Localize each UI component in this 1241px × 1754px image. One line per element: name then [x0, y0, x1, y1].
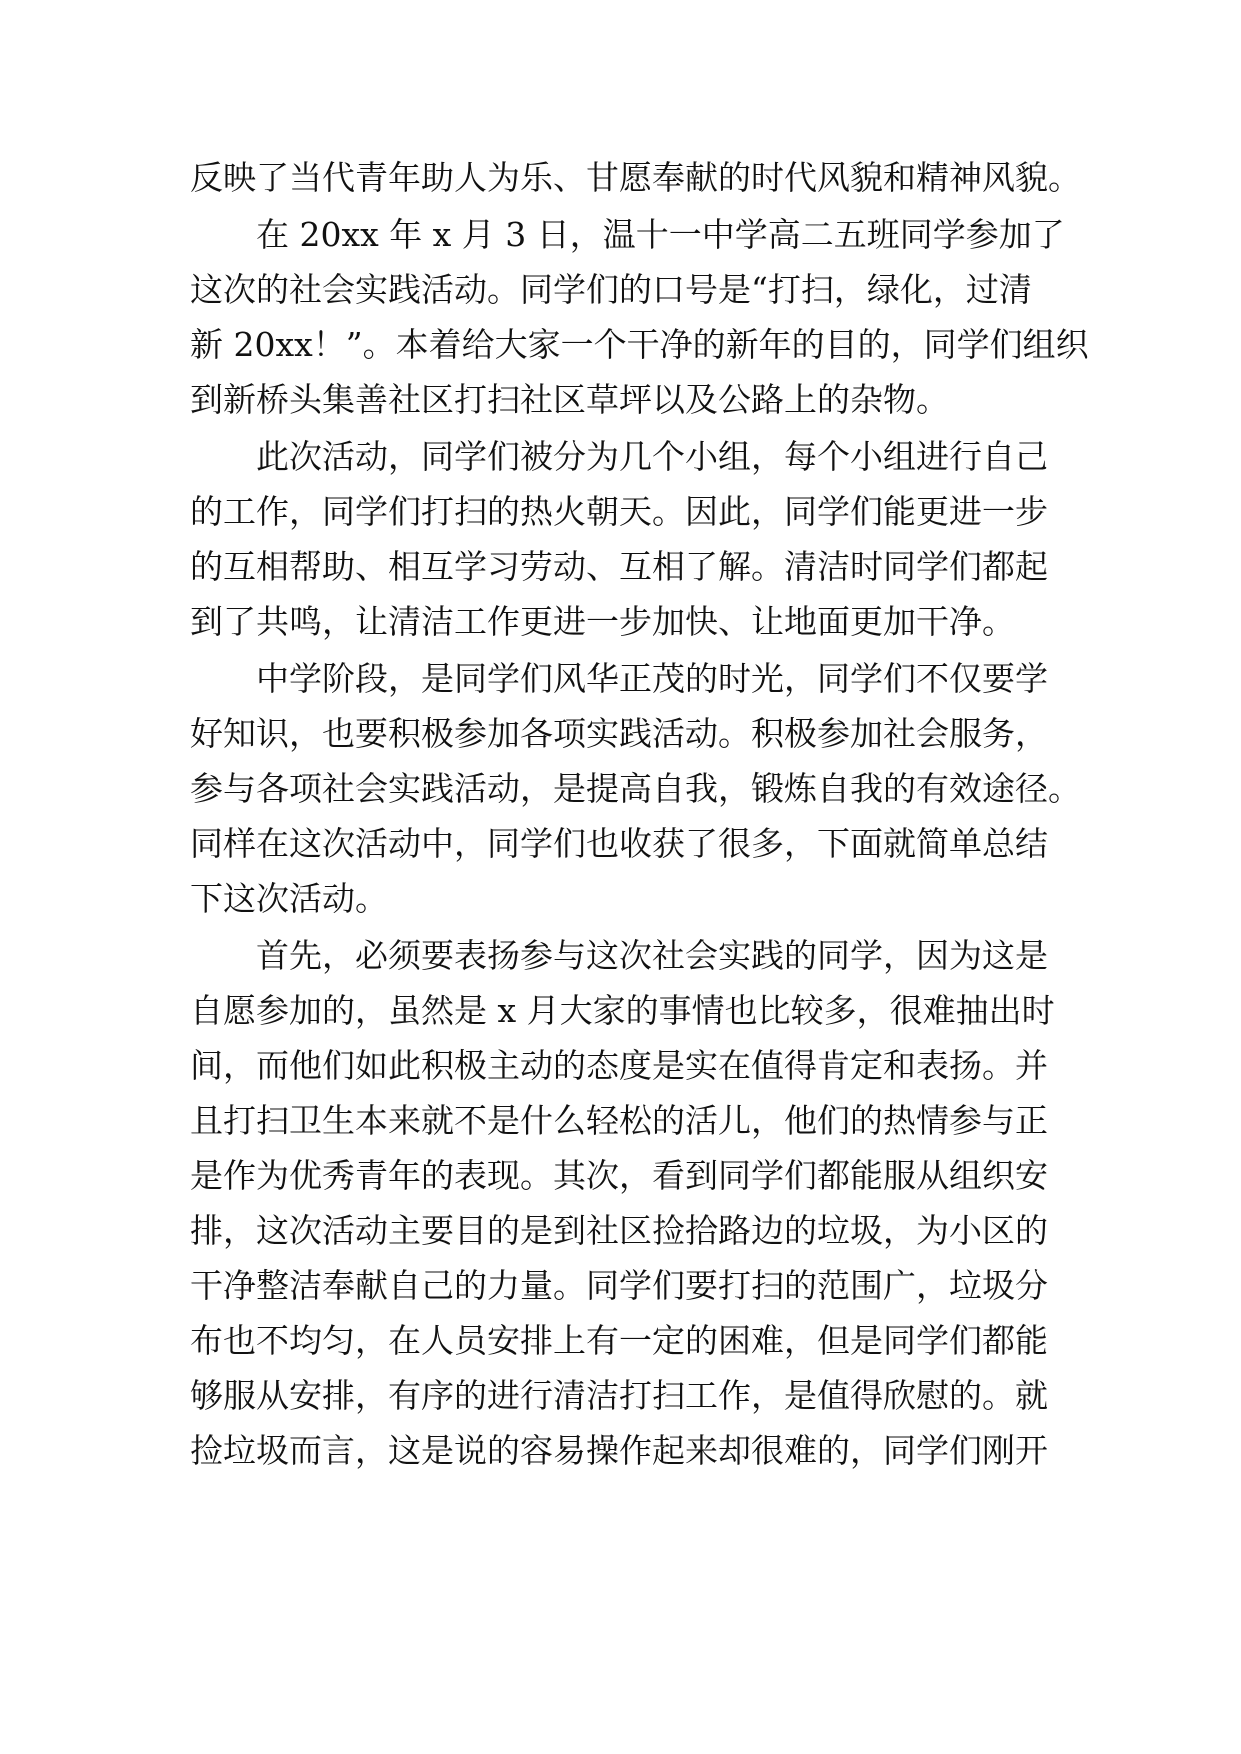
text-line: 同样在这次活动中，同学们也收获了很多，下面就简单总结 — [190, 824, 1048, 863]
text-line: 排，这次活动主要目的是到社区捡拾路边的垃圾，为小区的 — [190, 1211, 1048, 1250]
text-line: 下这次活动。 — [190, 879, 388, 918]
text-line: 捡垃圾而言，这是说的容易操作起来却很难的，同学们刚开 — [190, 1431, 1048, 1470]
text-line: 间，而他们如此积极主动的态度是实在值得肯定和表扬。并 — [190, 1046, 1048, 1085]
text-line: 够服从安排，有序的进行清洁打扫工作，是值得欣慰的。就 — [190, 1376, 1048, 1415]
body-text — [190, 150, 1090, 1478]
text-line: 布也不均匀，在人员安排上有一定的困难，但是同学们都能 — [190, 1321, 1048, 1360]
paragraph-start-line: 首先，必须要表扬参与这次社会实践的同学，因为这是 — [256, 936, 1048, 975]
paragraph-start-line: 中学阶段，是同学们风华正茂的时光，同学们不仅要学 — [256, 659, 1048, 698]
text-line: 的互相帮助、相互学习劳动、互相了解。清洁时同学们都起 — [190, 547, 1048, 586]
paragraph-start-line: 此次活动，同学们被分为几个小组，每个小组进行自己 — [256, 437, 1048, 476]
text-line: 到新桥头集善社区打扫社区草坪以及公路上的杂物。 — [190, 380, 949, 419]
text-line: 自愿参加的，虽然是 x 月大家的事情也比较多，很难抽出时 — [190, 991, 1055, 1030]
text-line: 反映了当代青年助人为乐、甘愿奉献的时代风貌和精神风貌。 — [190, 158, 1081, 197]
paragraph-start-line: 在 20xx 年 x 月 3 日，温十一中学高二五班同学参加了 — [256, 215, 1065, 254]
text-line: 的工作，同学们打扫的热火朝天。因此，同学们能更进一步 — [190, 492, 1048, 531]
text-line: 好知识，也要积极参加各项实践活动。积极参加社会服务， — [190, 714, 1048, 753]
text-line: 参与各项社会实践活动，是提高自我，锻炼自我的有效途径。 — [190, 769, 1081, 808]
text-line: 到了共鸣，让清洁工作更进一步加快、让地面更加干净。 — [190, 602, 1015, 641]
text-line: 干净整洁奉献自己的力量。同学们要打扫的范围广，垃圾分 — [190, 1266, 1048, 1305]
text-line: 是作为优秀青年的表现。其次，看到同学们都能服从组织安 — [190, 1156, 1048, 1195]
text-line: 且打扫卫生本来就不是什么轻松的活儿，他们的热情参与正 — [190, 1101, 1048, 1140]
text-line: 这次的社会实践活动。同学们的口号是“打扫，绿化，过清 — [190, 270, 1032, 309]
text-line: 新 20xx！”。本着给大家一个干净的新年的目的，同学们组织 — [190, 325, 1089, 364]
